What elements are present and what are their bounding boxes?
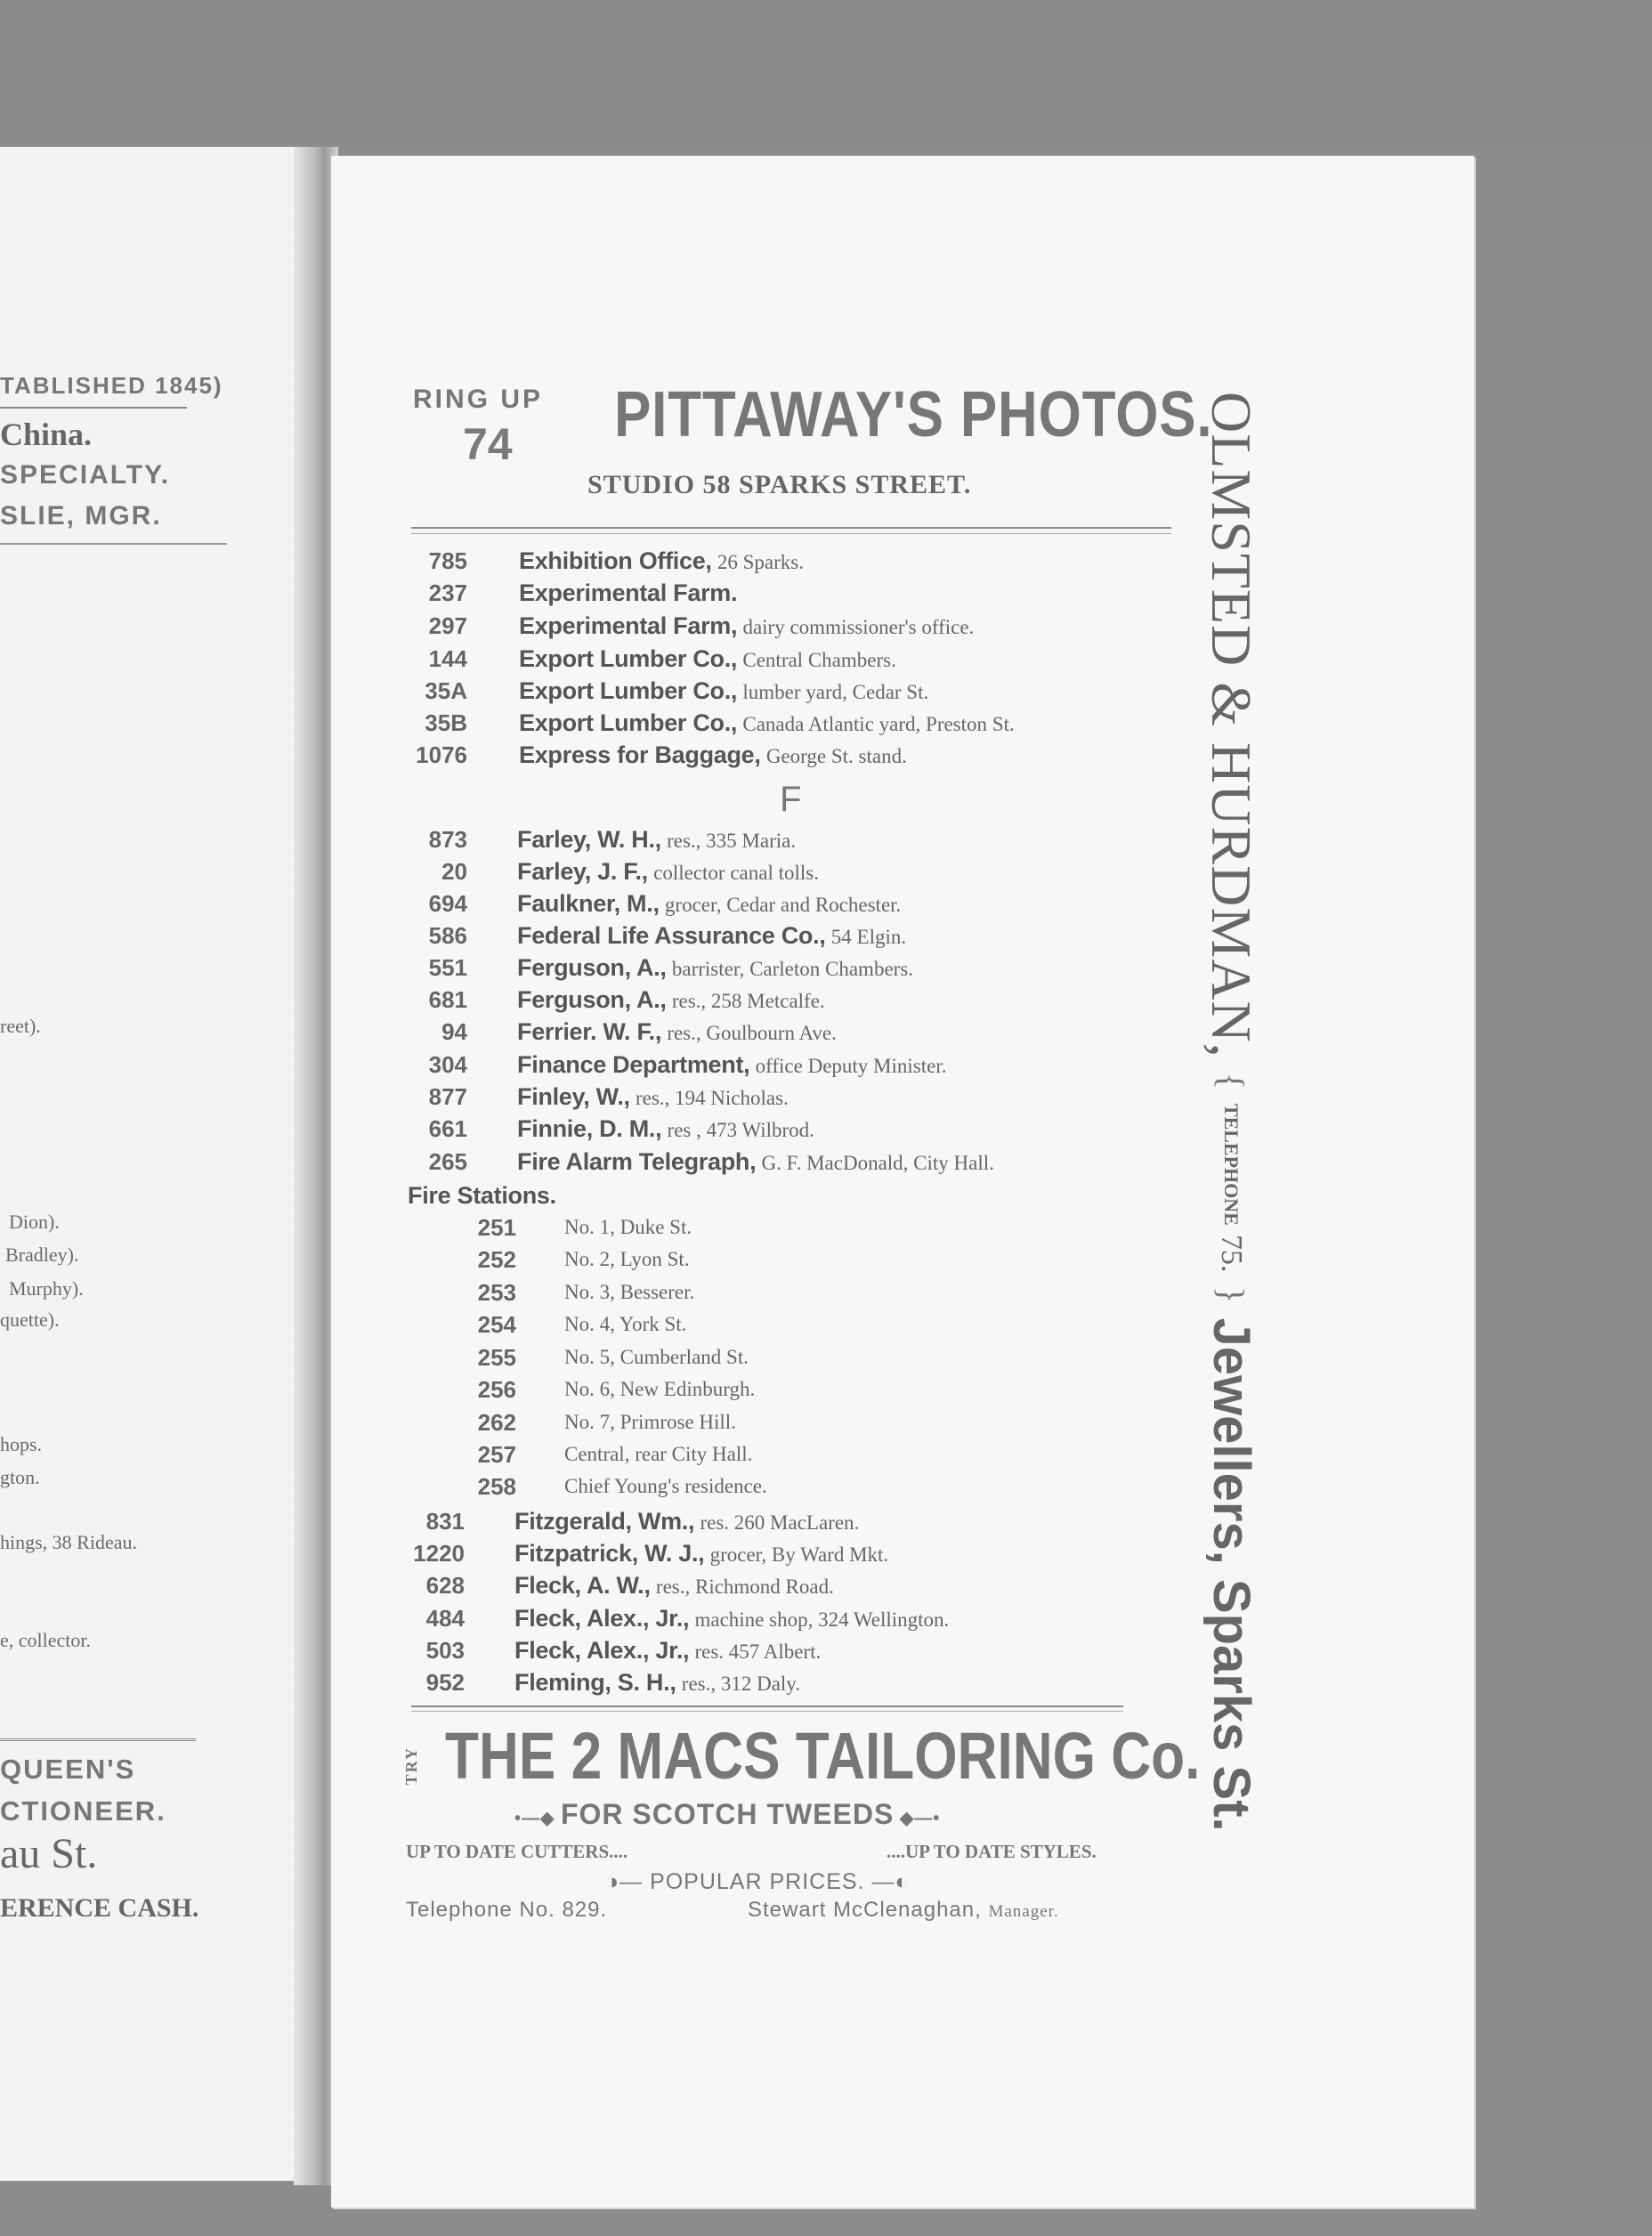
phone-number: 873 xyxy=(428,826,467,853)
prices-line: ◑— POPULAR PRICES. —◐ xyxy=(605,1869,910,1894)
entry-name: Fire Alarm Telegraph, xyxy=(517,1148,757,1175)
fragment-3: Murphy). xyxy=(9,1277,84,1300)
entry-detail: res. 260 MacLaren. xyxy=(700,1511,860,1534)
entry-detail: No. 5, Cumberland St. xyxy=(564,1346,749,1368)
phone-number: 297 xyxy=(428,612,467,639)
phone-number: 586 xyxy=(428,922,467,949)
scan-background xyxy=(0,0,1652,142)
entry-name: Experimental Farm. xyxy=(519,579,738,606)
ornament-right-icon: —◐ xyxy=(864,1869,910,1894)
olmsted-hurdman-ad xyxy=(1198,392,1264,1832)
entry-name: Export Lumber Co., xyxy=(519,645,738,672)
fire-stations-heading: Fire Stations. xyxy=(408,1182,556,1209)
queens-line: QUEEN'S xyxy=(0,1754,136,1785)
entry-detail: office Deputy Minister. xyxy=(755,1055,947,1077)
entry-name: Express for Baggage, xyxy=(519,741,761,768)
entry-name: Fleck, A. W., xyxy=(514,1572,651,1599)
brace-close: } xyxy=(1211,1286,1251,1304)
entry-detail: res., Richmond Road. xyxy=(655,1576,834,1598)
fragment-street: reet). xyxy=(0,1015,41,1037)
phone-number: 484 xyxy=(425,1605,465,1632)
entry-name: Exhibition Office, xyxy=(519,547,712,574)
erence-cash-line: ERENCE CASH. xyxy=(0,1893,199,1923)
jewellers-tagline: Jewellers, Sparks St. xyxy=(1203,1317,1260,1832)
entry-name: Farley, J. F., xyxy=(517,858,648,885)
entry-detail: grocer, By Ward Mkt. xyxy=(709,1543,889,1566)
phone-number: 661 xyxy=(428,1115,467,1142)
phone-number: 94 xyxy=(441,1018,467,1045)
entry-name: Ferguson, A., xyxy=(517,986,667,1013)
cutters-line: UP TO DATE CUTTERS.... xyxy=(406,1841,628,1862)
telephone-number: 75. xyxy=(1215,1234,1248,1273)
entry-detail: No. 1, Duke St. xyxy=(564,1216,692,1238)
entry-detail: No. 6, New Edinburgh. xyxy=(564,1378,756,1400)
entry-detail: No. 4, York St. xyxy=(564,1313,687,1335)
phone-number: 255 xyxy=(477,1344,516,1371)
entry-name: Fleck, Alex., Jr., xyxy=(514,1637,690,1664)
phone-number: 20 xyxy=(441,858,467,885)
entry-name: Ferguson, A., xyxy=(517,954,667,981)
phone-number: 262 xyxy=(477,1409,516,1436)
entry-detail: res. 457 Albert. xyxy=(694,1641,822,1663)
ornament-rule xyxy=(0,407,187,409)
entry-detail: res., 194 Nicholas. xyxy=(635,1087,789,1109)
entry-detail: machine shop, 324 Wellington. xyxy=(694,1608,950,1631)
entry-name: Ferrier. W. F., xyxy=(517,1018,662,1045)
phone-number: 258 xyxy=(477,1473,516,1500)
fragment-5: hops. xyxy=(0,1433,43,1455)
entry-name: Faulkner, M., xyxy=(517,890,660,917)
entry-name: Finance Department, xyxy=(517,1051,750,1078)
try-label: TRY xyxy=(402,1746,420,1786)
ring-up-number: 74 xyxy=(463,419,513,469)
fragment-7: hings, 38 Rideau. xyxy=(0,1531,137,1553)
entry-detail: grocer, Cedar and Rochester. xyxy=(664,894,902,916)
entry-name: Fitzpatrick, W. J., xyxy=(514,1540,705,1567)
phone-number: 503 xyxy=(425,1637,465,1664)
phone-number: 256 xyxy=(477,1376,516,1403)
ring-up-label: RING UP xyxy=(413,385,544,414)
entry-detail: 26 Sparks. xyxy=(717,551,804,573)
entry-detail: Canada Atlantic yard, Preston St. xyxy=(742,713,1015,735)
header-rule xyxy=(411,527,1171,529)
entry-detail: res., 335 Maria. xyxy=(667,830,797,852)
entry-detail: Chief Young's residence. xyxy=(564,1475,767,1497)
entry-detail: George St. stand. xyxy=(765,745,907,767)
styles-line: ....UP TO DATE STYLES. xyxy=(887,1841,1097,1862)
entry-detail: res., 312 Daly. xyxy=(681,1673,801,1695)
phone-number: 237 xyxy=(428,579,467,606)
phone-number: 831 xyxy=(425,1508,465,1535)
phone-number: 253 xyxy=(477,1279,516,1306)
phone-number: 304 xyxy=(428,1051,467,1078)
phone-number: 254 xyxy=(477,1311,516,1338)
header-rule-thin xyxy=(411,533,1171,534)
telephone-line: Telephone No. 829. xyxy=(406,1898,608,1922)
entry-name: Finnie, D. M., xyxy=(517,1115,662,1142)
phone-number: 257 xyxy=(477,1441,516,1468)
entry-detail: Central, rear City Hall. xyxy=(564,1443,753,1465)
entry-name: Fitzgerald, Wm., xyxy=(514,1508,695,1535)
telephone-label: TELEPHONE xyxy=(1220,1103,1243,1226)
studio-address: STUDIO 58 SPARKS STREET. xyxy=(587,470,972,499)
phone-number: 252 xyxy=(477,1246,516,1273)
fragment-4: quette). xyxy=(0,1308,60,1331)
manager-line: SLIE, MGR. xyxy=(0,501,162,531)
phone-number: 785 xyxy=(428,547,467,574)
fragment-1: Dion). xyxy=(9,1211,60,1233)
entry-detail: res., 258 Metcalfe. xyxy=(671,990,825,1012)
phone-number: 35B xyxy=(425,709,467,736)
fragment-8: e, collector. xyxy=(0,1629,92,1651)
entry-detail: No. 3, Besserer. xyxy=(564,1281,695,1303)
phone-number: 144 xyxy=(428,645,467,672)
phone-number: 952 xyxy=(425,1669,465,1696)
footer-rule-thin xyxy=(411,1711,1123,1712)
ornament-left-icon: •—◆ xyxy=(514,1809,561,1828)
entry-name: Fleming, S. H., xyxy=(514,1669,676,1696)
entry-detail: G. F. MacDonald, City Hall. xyxy=(761,1152,994,1174)
entry-detail: dairy commissioner's office. xyxy=(742,616,975,638)
phone-number: 681 xyxy=(428,986,467,1013)
entry-name: Export Lumber Co., xyxy=(519,709,738,736)
ornament-right-icon: ◆—• xyxy=(894,1809,941,1828)
entry-detail: No. 2, Lyon St. xyxy=(564,1248,690,1270)
fragment-2: Bradley). xyxy=(5,1244,79,1266)
pittaway-title: PITTAWAY'S PHOTOS. xyxy=(614,379,1213,450)
phone-number: 251 xyxy=(477,1214,516,1241)
tweeds-line: •—◆ FOR SCOTCH TWEEDS ◆—• xyxy=(514,1798,941,1830)
entry-name: Farley, W. H., xyxy=(517,826,661,853)
phone-number: 551 xyxy=(428,954,467,981)
established-line: TABLISHED 1845) xyxy=(0,372,223,399)
entry-name: Experimental Farm, xyxy=(519,612,738,639)
left-rule-2 xyxy=(0,1738,196,1741)
phone-number: 877 xyxy=(428,1083,467,1110)
specialty-line: SPECIALTY. xyxy=(0,460,171,490)
entry-detail: No. 7, Primrose Hill. xyxy=(564,1411,736,1433)
entry-name: Fleck, Alex., Jr., xyxy=(514,1605,690,1632)
phone-number: 1076 xyxy=(416,741,467,768)
entry-name: Finley, W., xyxy=(517,1083,630,1110)
china-line: China. xyxy=(0,417,93,452)
footer-rule xyxy=(411,1705,1123,1707)
brace-open: { xyxy=(1211,1072,1251,1090)
entry-detail: barrister, Carleton Chambers. xyxy=(671,958,914,980)
entry-name: Export Lumber Co., xyxy=(519,677,738,704)
entry-detail: Central Chambers. xyxy=(742,649,896,671)
entry-detail: collector canal tolls. xyxy=(653,862,819,884)
phone-number: 694 xyxy=(428,890,467,917)
macs-title: THE 2 MACS TAILORING Co. xyxy=(445,1719,1201,1793)
entry-detail: 54 Elgin. xyxy=(830,926,907,948)
left-facing-page xyxy=(0,147,320,2181)
entry-detail: res., Goulbourn Ave. xyxy=(667,1022,837,1044)
fragment-6: gton. xyxy=(0,1466,40,1488)
ornament-left-icon: ◑— xyxy=(605,1869,651,1894)
entry-detail: res , 473 Wilbrod. xyxy=(667,1119,814,1141)
au-st-line: au St. xyxy=(0,1830,98,1877)
phone-number: 1220 xyxy=(413,1540,465,1567)
manager-line: Stewart McClenaghan, Manager. xyxy=(748,1898,1059,1922)
left-rule xyxy=(0,543,227,545)
section-letter: F xyxy=(780,780,802,819)
auctioneer-line: CTIONEER. xyxy=(0,1795,166,1827)
olmsted-firm: OLMSTED & HURDMAN, xyxy=(1200,392,1263,1058)
phone-number: 35A xyxy=(425,677,467,704)
phone-number: 628 xyxy=(425,1572,465,1599)
entry-name: Federal Life Assurance Co., xyxy=(517,922,826,949)
phone-number: 265 xyxy=(428,1148,467,1175)
entry-detail: lumber yard, Cedar St. xyxy=(742,681,929,703)
